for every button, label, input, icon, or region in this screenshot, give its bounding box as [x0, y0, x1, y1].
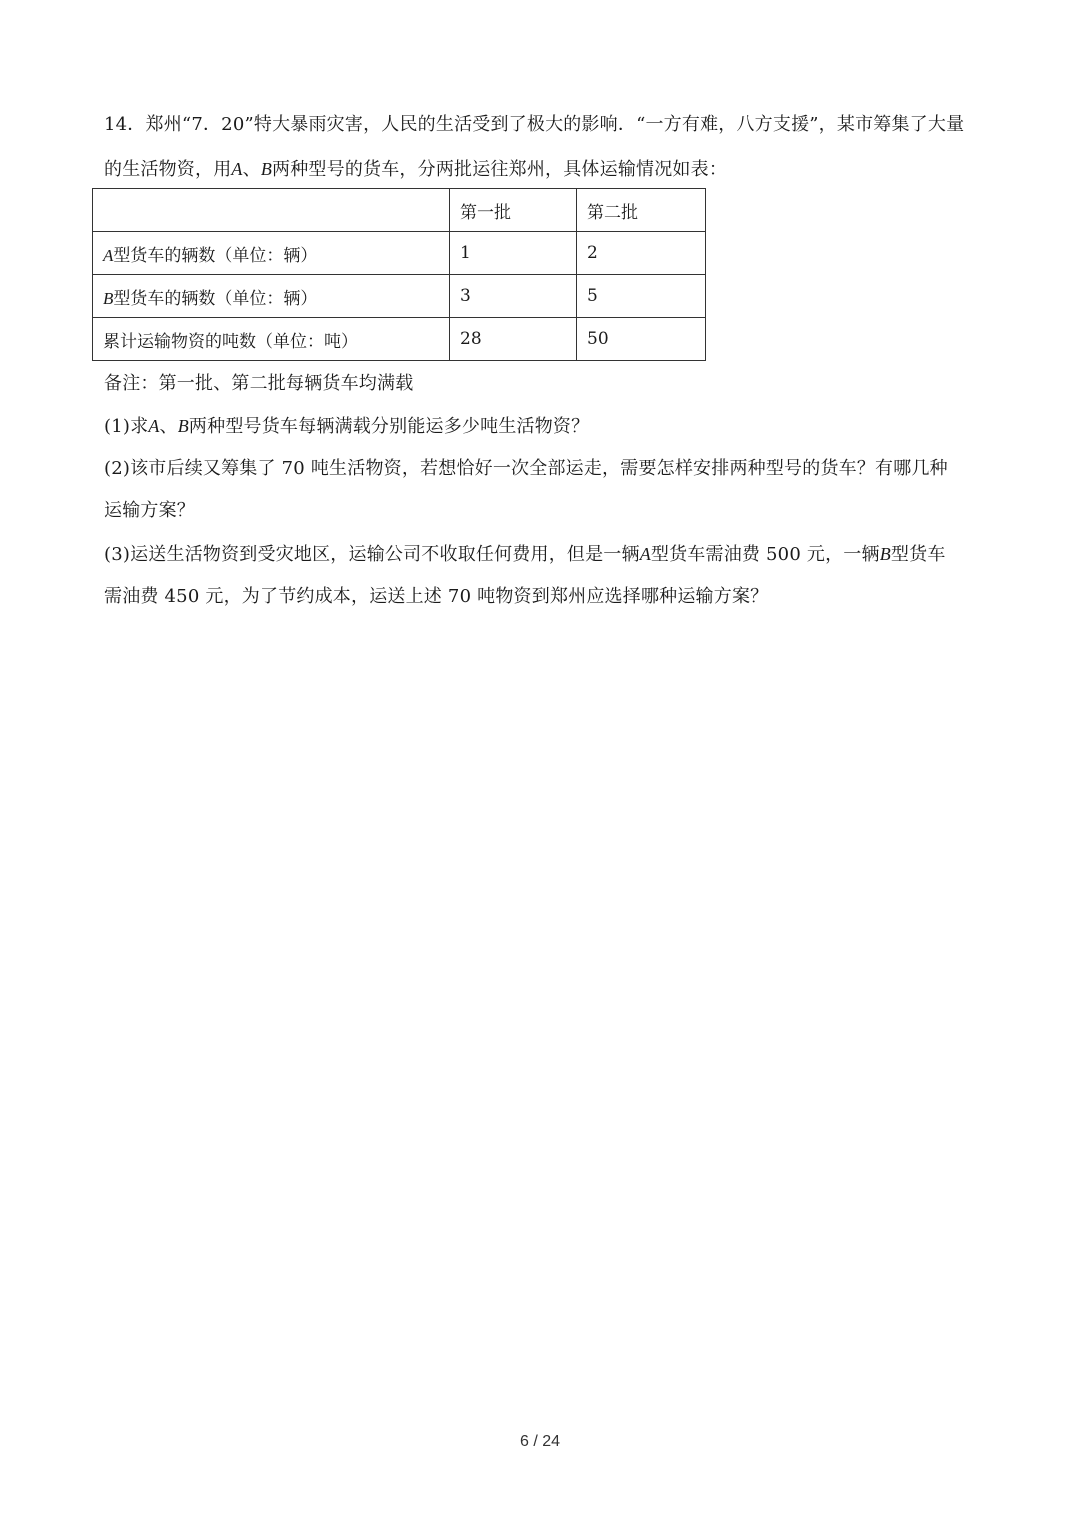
- part-1: [104, 414, 589, 439]
- part-3-text: 型货车需油费 500 元，一辆: [650, 544, 880, 565]
- row-label-text: 累计运输物资的吨数（单位：吨）: [103, 331, 358, 352]
- table-header-cell: 第二批: [577, 189, 706, 232]
- separator: 、: [159, 416, 178, 437]
- table-header-cell: [93, 189, 450, 232]
- part-3-line-1: [104, 542, 946, 567]
- table-row-label: [93, 275, 450, 318]
- table-row: [93, 275, 706, 318]
- page-number: 6 / 24: [519, 1433, 561, 1450]
- table-header-row: [93, 189, 706, 232]
- table-header-cell: 第一批: [450, 189, 577, 232]
- table-row: [93, 318, 706, 361]
- part-3-line-2: 需油费 450 元，为了节约成本，运送上述 70 吨物资到郑州应选择哪种运输方案？: [104, 586, 769, 607]
- part-2-line-1: (2)该市后续又筹集了 70 吨生活物资，若想恰好一次全部运走，需要怎样安排两种型号的货车？有哪几种: [104, 458, 948, 479]
- transport-table: [92, 188, 706, 361]
- table-cell: 1: [450, 232, 577, 275]
- variable-b: B: [260, 159, 273, 179]
- separator: 、: [242, 159, 261, 180]
- row-label-text: 型货车的辆数（单位：辆）: [113, 288, 318, 309]
- question-number: 14．: [104, 114, 146, 135]
- question-text: 的生活物资，用: [104, 159, 232, 180]
- variable-b: B: [177, 416, 189, 436]
- row-label-text: 型货车的辆数（单位：辆）: [113, 245, 318, 266]
- question-stem-text: 郑州“7．20”特大暴雨灾害，人民的生活受到了极大的影响．“一方有难，八方支援”，某市筹集了大量: [145, 114, 965, 135]
- variable-a: A: [639, 544, 651, 564]
- question-line-1: [104, 113, 964, 137]
- table-cell: 3: [450, 275, 577, 318]
- table-row: [93, 232, 706, 275]
- question-line-2: [104, 157, 727, 182]
- table-row-label: [93, 318, 450, 361]
- table-row-label: [93, 232, 450, 275]
- table-cell: 5: [577, 275, 706, 318]
- part-2-line-2: 运输方案？: [104, 500, 195, 521]
- variable-b: B: [103, 288, 114, 308]
- note-text: 备注：第一批、第二批每辆货车均满载: [104, 373, 414, 394]
- part-1-text: (1)求: [104, 416, 149, 437]
- variable-a: A: [231, 159, 243, 179]
- part-3-text: 型货车: [890, 544, 946, 565]
- table-cell: 2: [577, 232, 706, 275]
- part-3-text: (3)运送生活物资到受灾地区，运输公司不收取任何费用，但是一辆: [104, 544, 640, 565]
- variable-b: B: [879, 544, 891, 564]
- table-cell: 28: [450, 318, 577, 361]
- question-text: 两种型号的货车，分两批运往郑州，具体运输情况如表：: [272, 159, 728, 180]
- table-cell: 50: [577, 318, 706, 361]
- variable-a: A: [103, 245, 114, 265]
- part-1-text: 两种型号货车每辆满载分别能运多少吨生活物资？: [188, 416, 590, 437]
- variable-a: A: [148, 416, 160, 436]
